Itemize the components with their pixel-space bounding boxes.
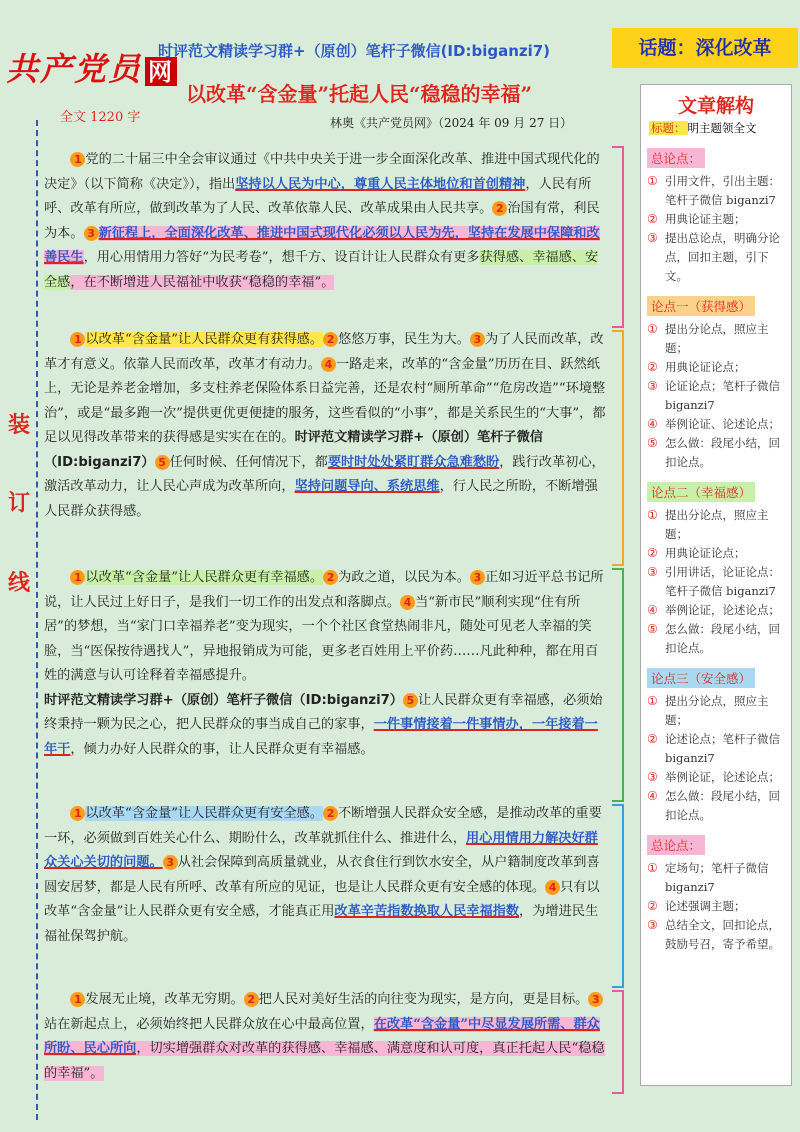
text-segment: 任何时候、任何情况下，都 <box>169 454 328 470</box>
section-item: ④ 举例论证，论述论点； <box>647 603 780 617</box>
text-segment: 悠悠万事，民生为大。 <box>338 332 470 347</box>
text-segment: ，用心用情用力答好“为民考卷”，想千方、设百计让人民群众有更多 <box>83 250 480 265</box>
point-number-badge: 2 <box>244 992 259 1007</box>
point-number-badge: 1 <box>70 992 85 1007</box>
sidebar-section <box>647 148 785 286</box>
section-item: ① 提出分论点，照应主题； <box>647 508 769 541</box>
structure-sidebar <box>640 84 792 1086</box>
point-number-badge: 3 <box>163 855 178 870</box>
section-item: ④ 举例论证、论述论点； <box>647 417 780 431</box>
text-segment: ，行人民之所盼，不断增强人民群众获得感。 <box>44 479 598 519</box>
section-item: ③ 举例论证，论述论点； <box>647 770 780 784</box>
point-number-badge: 5 <box>155 455 170 470</box>
bracket <box>612 330 624 566</box>
text-segment: 新征程上，全面深化改革、推进中国式现代化必须以人民为先，坚持在发展中保障和改善民生 <box>44 225 600 265</box>
text-segment: 从社会保障到高质量就业，从衣食住行到饮水安全，从户籍制度改革到喜圆安居梦，都是人民有所呼、改革有所应的见证，也是让人民群众更有安全感的体现。 <box>44 855 600 895</box>
text-segment: 发展无止境，改革无穷期。 <box>85 992 244 1007</box>
section-item: ② 论述论点；笔杆子微信 biganzi7 <box>647 732 780 765</box>
text-segment: 当“新市民”顺利实现“住有所居”的梦想，当“家门口幸福养老”变为现实，一个个社区食堂热闹非凡，随处可见老人幸福的笑脸，当“医保按待遇找人”，异地报销成为可能，更多老百姓用上平价药……凡此种种，都在用百姓的满意与认可诠释着幸福感提升。 <box>44 594 599 683</box>
binding-char: 订 <box>8 490 31 516</box>
text-segment: ，切实增强群众对改革的获得感、幸福感、满意度和认可度，真正托起人民“稳稳的幸福”。 <box>44 1041 605 1081</box>
point-number-badge: 3 <box>588 992 603 1007</box>
logo: 共产党员 网 <box>6 44 186 92</box>
text-segment: 以改革“含金量”让人民群众更有安全感。 <box>85 806 324 821</box>
section-item: ⑤ 怎么做：段尾小结，回扣论点。 <box>647 622 780 655</box>
article-title: 以改革“含金量”托起人民“稳稳的幸福” <box>186 82 533 106</box>
text-segment: 一路走来，改革的“含金量”历历在目、跃然纸上，无论是养老金增加，多支柱养老保险体系日益完善，还是农村“厕所革命”“危房改造”“环境整治”，或是“最多跑一次”提供更优更便捷的服务，这些看似的“小事”，都是关系民生的“大事”，都足以见得改革带来的获得感是实实在在的。 <box>44 356 606 445</box>
sidebar-section <box>647 668 785 825</box>
point-number-badge: 3 <box>84 226 99 241</box>
section-heading: 论点二（幸福感） <box>647 482 755 502</box>
sidebar-section <box>647 296 785 472</box>
section-item: ⑤ 怎么做：段尾小结，回扣论点。 <box>647 436 780 469</box>
section-item: ① 提出分论点，照应主题； <box>647 322 769 355</box>
section-item: ① 定场句；笔杆子微信 biganzi7 <box>647 861 769 894</box>
section-item: ④ 怎么做：段尾小结，回扣论点。 <box>647 789 780 822</box>
text-segment: ，践行改革初心，激活改革动力，让人民心声成为改革所向， <box>44 454 605 494</box>
text-segment: 用心用情用力解决好群众关心关切的问题。 <box>44 830 598 870</box>
point-number-badge: 2 <box>323 806 338 821</box>
group-line: 时评范文精读学习群+（原创）笔杆子微信(ID:biganzi7) <box>158 42 551 60</box>
section-item: ② 用典论证主题； <box>647 212 746 226</box>
paragraph <box>44 988 609 1086</box>
text-segment: 治国有常，利民为本。 <box>44 201 600 241</box>
word-count: 全文 1220 字 <box>60 110 141 125</box>
text-segment: 为了人民而改革，改革才有意义。依靠人民而改革，改革才有动力。 <box>44 332 604 372</box>
section-item: ② 用典论证论点； <box>647 360 746 374</box>
section-heading: 总论点： <box>647 148 705 168</box>
paragraph <box>44 566 609 762</box>
text-segment: 在改革“含金量”中尽显发展所需、群众所盼、民心所向 <box>44 1016 600 1056</box>
point-number-badge: 2 <box>323 570 338 585</box>
point-number-badge: 3 <box>470 332 485 347</box>
section-item: ③ 论证论点；笔杆子微信 biganzi7 <box>647 379 780 412</box>
section-item: ① 引用文件，引出主题：笔杆子微信 biganzi7 <box>647 174 780 207</box>
text-segment: 要时时处处紧盯群众急难愁盼 <box>327 454 500 470</box>
text-segment: 一件事情接着一件事情办，一年接着一年干 <box>44 717 598 757</box>
text-segment: ，倾力办好人民群众的事，让人民群众更有幸福感。 <box>70 741 374 757</box>
text-segment: ，人民有所呼、改革有所应，做到改革为了人民、改革依靠人民、改革成果由人民共享。 <box>44 176 592 216</box>
point-number-badge: 1 <box>70 570 85 585</box>
section-heading: 论点一（获得感） <box>647 296 755 316</box>
bracket <box>612 804 624 988</box>
text-segment: 改革辛苦指数换取人民幸福指数 <box>334 904 520 919</box>
point-number-badge: 1 <box>70 152 85 167</box>
section-item: ② 用典论证论点； <box>647 546 746 560</box>
binding-char: 线 <box>8 570 31 596</box>
section-item: ① 提出分论点，照应主题； <box>647 694 769 727</box>
bracket <box>612 568 624 802</box>
text-segment: 党的二十届三中全会审议通过《中共中央关于进一步全面深化改革、推进中国式现代化的决定》（以下简称《决定》），指出 <box>44 152 600 192</box>
text-segment: 以改革“含金量”让人民群众更有获得感。 <box>85 332 324 347</box>
section-item: ② 论述强调主题； <box>647 899 746 913</box>
text-segment: 以改革“含金量”让人民群众更有幸福感。 <box>85 570 324 585</box>
point-number-badge: 5 <box>403 693 418 708</box>
sidebar-topic: 标题： 明主题领全文 <box>651 121 757 135</box>
binding-char: 装 <box>8 412 31 438</box>
point-number-badge: 3 <box>470 570 485 585</box>
text-segment: 把人民对美好生活的向往变为现实，是方向，更是目标。 <box>258 992 589 1007</box>
point-number-badge: 2 <box>492 201 507 216</box>
text-segment: 正如习近平总书记所说，让人民过上好日子，是我们一切工作的出发点和落脚点。 <box>44 570 604 610</box>
paragraph <box>44 802 609 949</box>
text-segment: ，为增进民生福祉保驾护航。 <box>44 904 599 944</box>
point-number-badge: 4 <box>545 880 560 895</box>
text-segment: 获得感、幸福感、安全感 <box>44 250 599 290</box>
bracket <box>612 990 624 1094</box>
topic-badge: 话题：深化改革 <box>612 28 798 68</box>
point-number-badge: 4 <box>400 595 415 610</box>
section-heading: 总论点： <box>647 835 705 855</box>
text-segment: 时评范文精读学习群+（原创）笔杆子微信（ID:biganzi7） <box>44 692 403 708</box>
text-segment: 为政之道，以民为本。 <box>338 570 470 585</box>
point-number-badge: 2 <box>323 332 338 347</box>
text-segment: 时评范文精读学习群+（原创）笔杆子微信（ID:biganzi7） <box>44 430 543 470</box>
binding-line <box>36 120 38 1120</box>
text-segment: 让人民群众更有幸福感，必须始终秉持一颗为民之心，把人民群众的事当成自己的家事， <box>44 692 603 732</box>
paragraph <box>44 328 609 524</box>
section-heading: 论点三（安全感） <box>647 668 755 688</box>
sidebar-title: 文章解构 <box>677 95 754 117</box>
sidebar-section <box>647 835 785 954</box>
sidebar-section <box>647 482 785 658</box>
point-number-badge: 1 <box>70 332 85 347</box>
text-segment: 不断增强人民群众安全感，是推动改革的重要一环，必须做到百姓关心什么、期盼什么，改革就抓住什么、推进什么， <box>44 806 602 846</box>
point-number-badge: 4 <box>321 357 336 372</box>
section-item: ③ 总结全文，回扣论点，鼓励号召，寄予希望。 <box>647 918 780 951</box>
bracket <box>612 146 624 328</box>
text-segment: 坚持问题导向、系统思维 <box>294 479 440 494</box>
text-segment: 坚持以人民为中心，尊重人民主体地位和首创精神 <box>235 176 526 192</box>
section-item: ③ 引用讲话，论证论点：笔杆子微信 biganzi7 <box>647 565 780 598</box>
point-number-badge: 1 <box>70 806 85 821</box>
byline: 林奥《共产党员网》（2024 年 09 月 27 日） <box>330 116 573 130</box>
section-item: ③ 提出总论点，明确分论点，回扣主题，引下文。 <box>647 231 780 283</box>
text-segment: 只有以改革“含金量”让人民群众更有安全感，才能真正用 <box>44 879 600 919</box>
text-segment: 站在新起点上，必须始终把人民群众放在心中最高位置， <box>44 1016 374 1032</box>
paragraph <box>44 148 609 295</box>
text-segment: ，在不断增进人民福祉中收获“稳稳的幸福”。 <box>70 274 335 290</box>
